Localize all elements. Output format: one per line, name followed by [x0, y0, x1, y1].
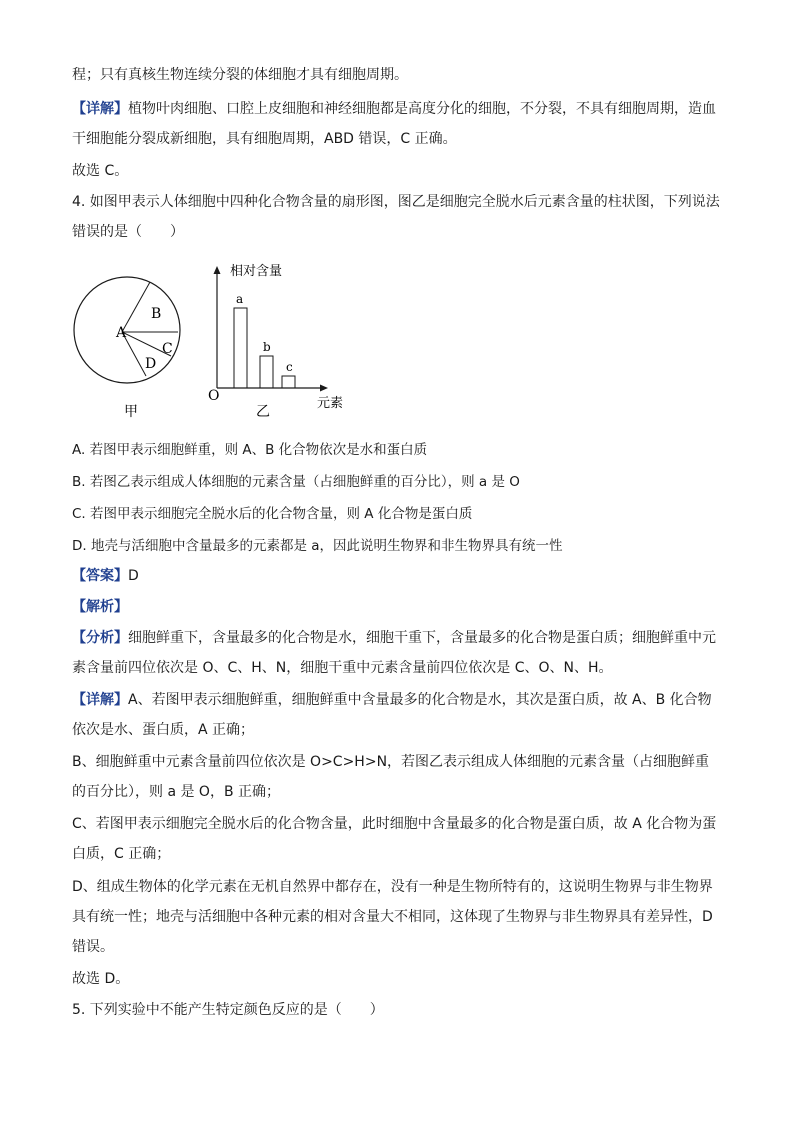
pie-caption: 甲 — [124, 404, 138, 420]
question-5: 5. 下列实验中不能产生特定颜色反应的是（ ） — [72, 1002, 384, 1018]
xiangjie-line-9: 错误。 — [72, 939, 114, 955]
pie-chart — [74, 277, 180, 420]
bar-caption: 乙 — [256, 404, 270, 420]
xiangjie-line-1 — [72, 690, 712, 710]
bar-c — [282, 376, 295, 388]
figure — [70, 258, 370, 428]
pie-label-a: A — [116, 325, 127, 341]
xiangjie-tag: 【详解】 — [72, 692, 128, 708]
figure-svg — [70, 258, 370, 428]
y-axis-arrow — [214, 266, 221, 274]
xiangjie-line-4: 的百分比），则 a 是 O，B 正确； — [72, 784, 281, 800]
fenxi-line-1 — [72, 628, 716, 648]
bar-label-c: c — [286, 360, 293, 374]
xiangjie-line-6: 白质，C 正确； — [72, 846, 171, 862]
line-1: 程；只有真核生物连续分裂的体细胞才具有细胞周期。 — [72, 67, 408, 83]
line-2 — [72, 99, 716, 119]
option-c: C. 若图甲表示细胞完全脱水后的化合物含量，则 A 化合物是蛋白质 — [72, 506, 473, 522]
pie-label-d: D — [145, 356, 157, 372]
answer-tag: 【答案】 — [72, 568, 128, 584]
xiangjie-line-2: 依次是水、蛋白质，A 正确； — [72, 722, 255, 738]
pie-label-c: C — [162, 341, 173, 357]
fenxi-text-1: 细胞鲜重下，含量最多的化合物是水，细胞干重下，含量最多的化合物是蛋白质；细胞鲜重中元 — [128, 630, 716, 646]
xiangjie-line-8: 具有统一性；地壳与活细胞中各种元素的相对含量大不相同，这体现了生物界与非生物界具有差异性，D — [72, 909, 713, 925]
line-3: 干细胞能分裂成新细胞，具有细胞周期，ABD 错误，C 正确。 — [72, 131, 457, 147]
x-axis-arrow — [320, 385, 328, 392]
xiangjie-text-1: A、若图甲表示细胞鲜重，细胞鲜重中含量最多的化合物是水，其次是蛋白质，故 A、B 化合物 — [128, 692, 712, 708]
fenxi-line-2: 素含量前四位依次是 O、C、H、N，细胞干重中元素含量前四位依次是 C、O、N、H。 — [72, 660, 613, 676]
y-axis-label: 相对含量 — [230, 264, 283, 279]
question-4-line-a: 4. 如图甲表示人体细胞中四种化合物含量的扇形图，图乙是细胞完全脱水后元素含量的柱状图，下列说法 — [72, 194, 720, 210]
xiangjie-line-7: D、组成生物体的化学元素在无机自然界中都存在，没有一种是生物所特有的，这说明生物界与非生物界 — [72, 879, 713, 895]
option-b: B. 若图乙表示组成人体细胞的元素含量（占细胞鲜重的百分比），则 a 是 O — [72, 474, 520, 490]
answer-line — [72, 566, 139, 586]
bar-b — [260, 356, 273, 388]
option-d: D. 地壳与活细胞中含量最多的元素都是 a，因此说明生物界和非生物界具有统一性 — [72, 538, 563, 554]
bar-label-a: a — [236, 292, 244, 306]
pie-circle — [74, 277, 180, 383]
origin-label: O — [208, 388, 220, 404]
x-axis-label: 元素 — [317, 396, 344, 411]
analysis-heading — [72, 597, 128, 617]
xiangjie-line-3: B、细胞鲜重中元素含量前四位依次是 O>C>H>N，若图乙表示组成人体细胞的元素含量（占细胞鲜重 — [72, 754, 710, 770]
pie-label-b: B — [151, 306, 162, 322]
fenxi-tag: 【分析】 — [72, 630, 128, 646]
option-a: A. 若图甲表示细胞鲜重，则 A、B 化合物依次是水和蛋白质 — [72, 442, 428, 458]
bar-label-b: b — [263, 340, 271, 354]
xiangjie-line-10: 故选 D。 — [72, 971, 130, 987]
question-4-line-b: 错误的是（ ） — [72, 224, 184, 240]
detail-tag: 【详解】 — [72, 101, 128, 117]
line-4: 故选 C。 — [72, 163, 129, 179]
bar-a — [234, 308, 247, 388]
analysis-tag: 【解析】 — [72, 599, 128, 615]
bar-chart — [208, 263, 343, 420]
xiangjie-line-5: C、若图甲表示细胞完全脱水后的化合物含量，此时细胞中含量最多的化合物是蛋白质，故 A 化合物为蛋 — [72, 816, 717, 832]
pie-line-b — [122, 282, 150, 332]
answer-value: D — [128, 568, 139, 584]
detail-text: 植物叶肉细胞、口腔上皮细胞和神经细胞都是高度分化的细胞，不分裂，不具有细胞周期，造血 — [128, 101, 716, 117]
